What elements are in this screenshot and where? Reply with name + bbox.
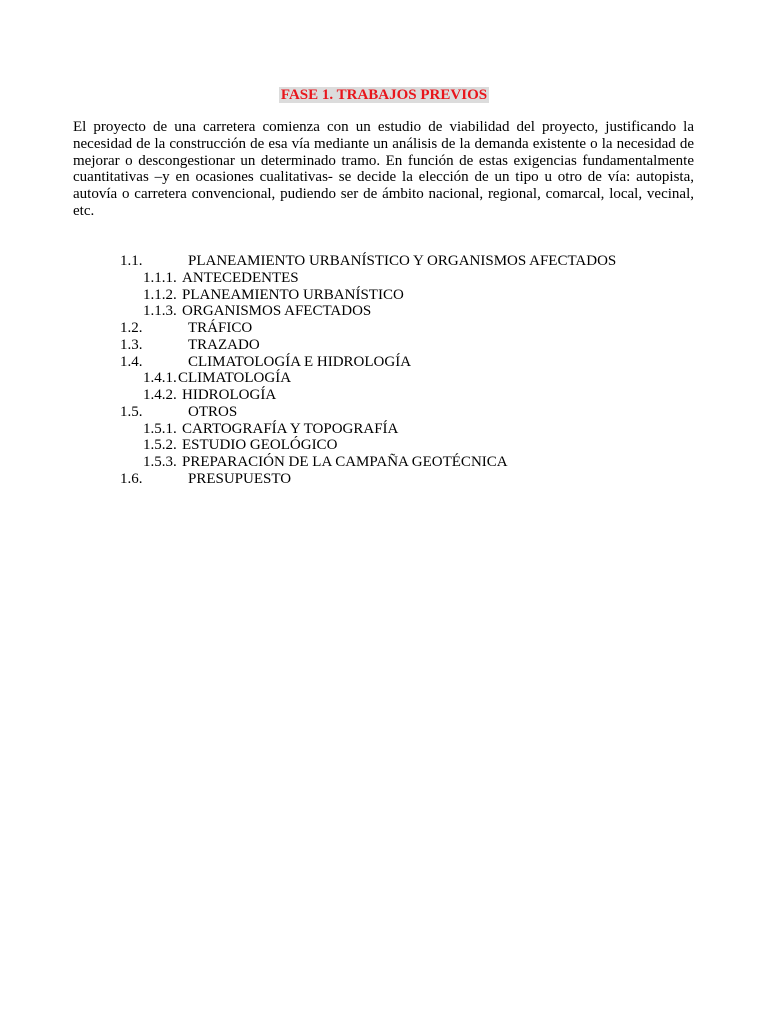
toc-item bbox=[0, 354, 768, 371]
toc-item bbox=[0, 437, 768, 454]
toc-item bbox=[0, 270, 768, 287]
toc-number: 1.5.2. bbox=[143, 437, 177, 454]
toc-item bbox=[0, 303, 768, 320]
toc-number: 1.4.1. bbox=[143, 370, 177, 387]
toc-number: 1.4.2. bbox=[143, 387, 177, 403]
toc-label: HIDROLOGÍA bbox=[182, 387, 277, 403]
toc-label: TRAZADO bbox=[188, 336, 260, 353]
toc-item bbox=[0, 387, 768, 404]
toc-label: ORGANISMOS AFECTADOS bbox=[182, 303, 372, 320]
toc-number: 1.1. bbox=[120, 253, 143, 269]
toc-label: ANTECEDENTES bbox=[182, 269, 299, 286]
toc-label: PRESUPUESTO bbox=[188, 470, 292, 487]
toc-label: CARTOGRAFÍA Y TOPOGRAFÍA bbox=[182, 420, 399, 437]
toc-label: PLANEAMIENTO URBANÍSTICO Y ORGANISMOS AFECTADOS bbox=[188, 253, 617, 269]
toc-label: PREPARACIÓN DE LA CAMPAÑA GEOTÉCNICA bbox=[182, 454, 508, 470]
toc-item bbox=[0, 421, 768, 438]
toc-number: 1.5. bbox=[120, 403, 143, 420]
toc-label: CLIMATOLOGÍA E HIDROLOGÍA bbox=[188, 353, 412, 370]
toc-number: 1.1.2. bbox=[143, 286, 177, 303]
toc-label: OTROS bbox=[188, 403, 238, 420]
page-title bbox=[0, 86, 768, 104]
toc-label: PLANEAMIENTO URBANÍSTICO bbox=[182, 286, 404, 303]
toc-item bbox=[0, 253, 768, 270]
toc-number: 1.3. bbox=[120, 336, 143, 353]
intro-paragraph: El proyecto de una carretera comienza con un estudio de viabilidad del proyecto, justificando la necesidad de la construcción de esa vía mediante un análisis de la demanda existente o la necesidad de mejorar o descongestionar un determinado tramo. En función de estas exigencias fundamentalmente cuantitativas –y en ocasiones cualitativas- se decide la elección de un tipo u otro de vía: autopista, autovía o carretera convencional, pudiendo ser de ámbito nacional, regional, comarcal, local, vecinal, etc. bbox=[73, 119, 694, 219]
toc-item bbox=[0, 471, 768, 488]
toc-number: 1.6. bbox=[120, 470, 143, 487]
toc-item bbox=[0, 337, 768, 354]
toc-number: 1.5.3. bbox=[143, 454, 177, 470]
toc-number: 1.1.1. bbox=[143, 269, 177, 286]
toc-label: TRÁFICO bbox=[188, 320, 253, 336]
toc-label: CLIMATOLOGÍA bbox=[178, 370, 292, 387]
toc-item bbox=[0, 287, 768, 304]
toc-number: 1.2. bbox=[120, 320, 143, 336]
toc-item bbox=[0, 454, 768, 471]
toc-item bbox=[0, 404, 768, 421]
toc-number: 1.5.1. bbox=[143, 420, 177, 437]
toc-item bbox=[0, 370, 768, 387]
toc-number: 1.1.3. bbox=[143, 303, 177, 320]
toc-number: 1.4. bbox=[120, 353, 143, 370]
toc-label: ESTUDIO GEOLÓGICO bbox=[182, 437, 338, 454]
table-of-contents bbox=[0, 253, 768, 488]
toc-item bbox=[0, 320, 768, 337]
title-text: FASE 1. TRABAJOS PREVIOS bbox=[280, 87, 488, 103]
